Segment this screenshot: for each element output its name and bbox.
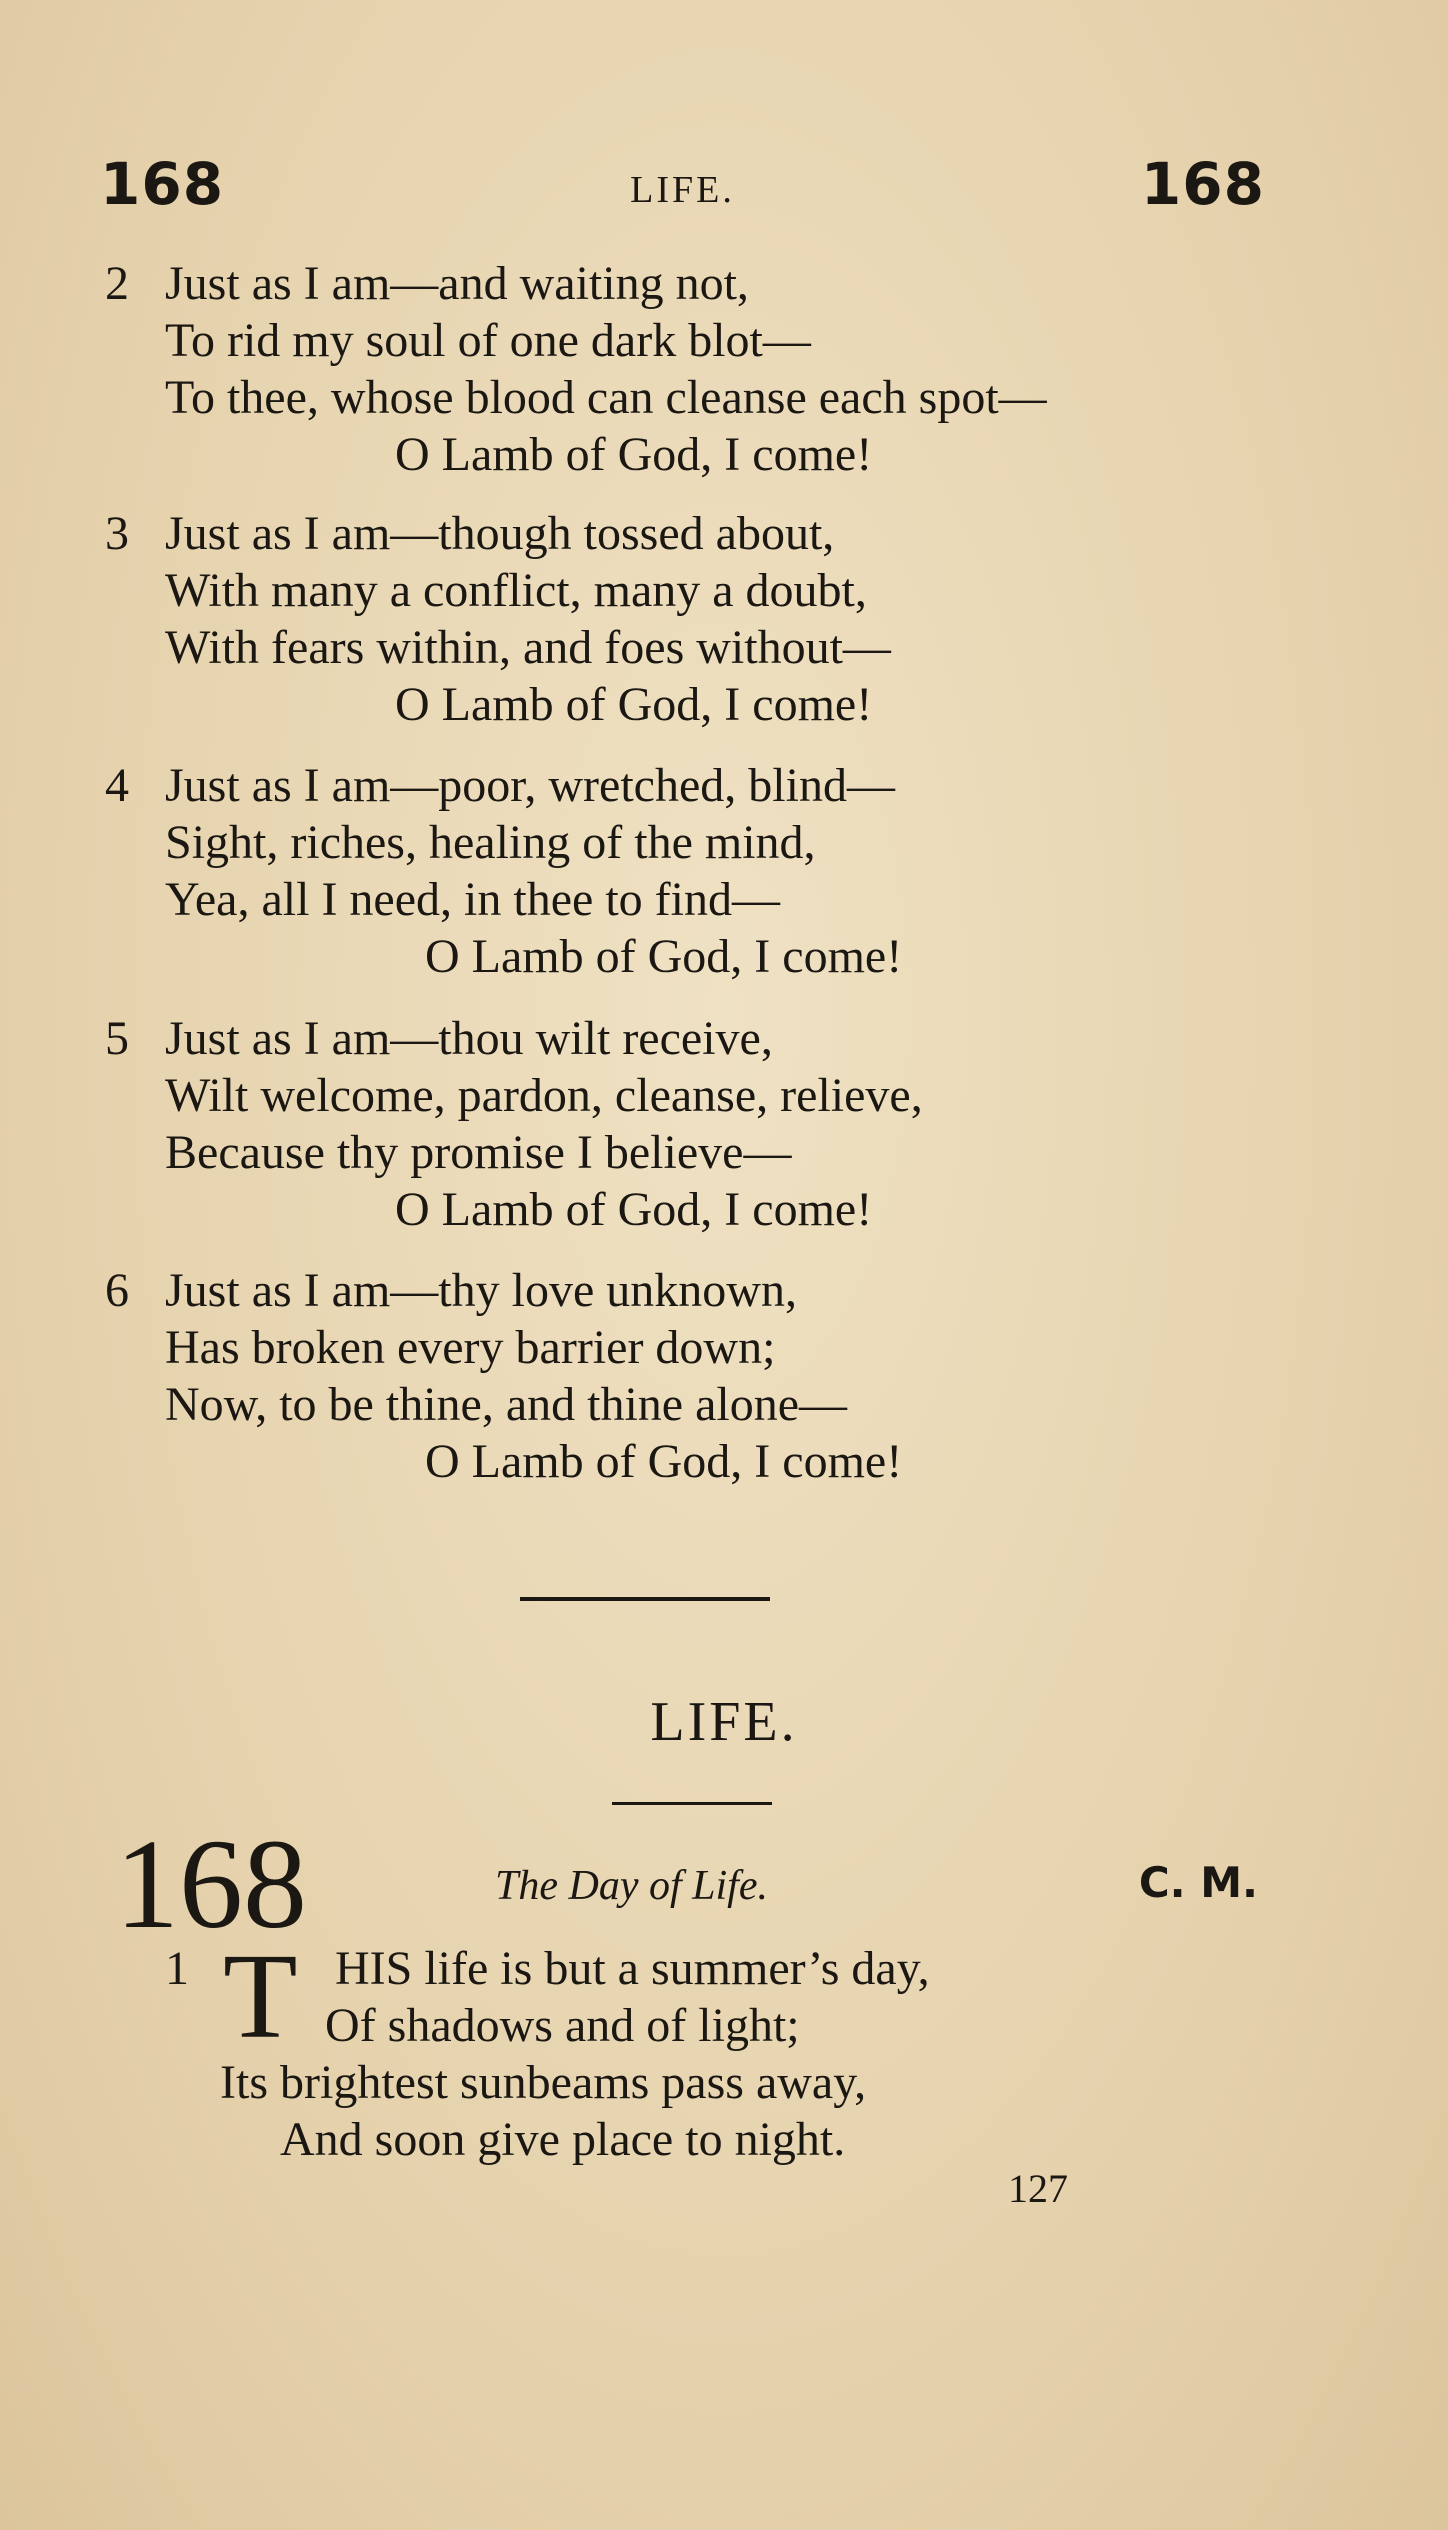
verse-line: 5 Just as I am—thou wilt receive, — [105, 1012, 773, 1065]
verse-line: Because thy promise I believe— — [165, 1126, 792, 1179]
verse-line: Sight, riches, healing of the mind, — [165, 816, 816, 869]
verse-line: Has broken every barrier down; — [165, 1321, 776, 1374]
running-title: LIFE. — [630, 169, 735, 211]
verse-line: To thee, whose blood can cleanse each spot— — [165, 371, 1047, 424]
verse-line: 2 Just as I am—and waiting not, — [105, 257, 749, 310]
verse-line: To rid my soul of one dark blot— — [165, 314, 811, 367]
verse-2 — [105, 255, 1305, 483]
verse-line: 4 Just as I am—poor, wretched, blind— — [105, 759, 895, 812]
page-number-right: 168 — [1140, 150, 1265, 218]
title-underline — [612, 1802, 772, 1805]
page-number-left: 168 — [100, 150, 225, 218]
verse-number: 3 — [105, 507, 129, 560]
hymn-number: 168 — [115, 1813, 307, 1955]
verse-number: 4 — [105, 759, 129, 812]
verse-number: 6 — [105, 1264, 129, 1317]
verse-line: Wilt welcome, pardon, cleanse, relieve, — [165, 1069, 923, 1122]
verse-number: 1 — [165, 1942, 189, 1995]
drop-cap: T — [223, 1929, 298, 2064]
verse-refrain: O Lamb of God, I come! — [425, 930, 903, 983]
verse-refrain: O Lamb of God, I come! — [395, 1183, 873, 1236]
verse-refrain: O Lamb of God, I come! — [395, 678, 873, 731]
hymn-verse-1 — [165, 1929, 1265, 2168]
section-divider — [520, 1597, 770, 1601]
hymn-title: The Day of Life. — [495, 1863, 768, 1909]
verse-refrain: O Lamb of God, I come! — [395, 428, 873, 481]
verse-line: Yea, all I need, in thee to find— — [165, 873, 780, 926]
verse-number: 5 — [105, 1012, 129, 1065]
verse-number: 2 — [105, 257, 129, 310]
verse-line: 1 T HIS life is but a summer’s day, — [165, 1929, 930, 2064]
verse-refrain: O Lamb of God, I come! — [425, 1435, 903, 1488]
verse-line: With many a conflict, many a doubt, — [165, 564, 867, 617]
running-head — [100, 150, 1265, 230]
verse-3 — [105, 505, 1305, 733]
verse-line: Its brightest sunbeams pass away, — [220, 2056, 867, 2109]
verse-line: With fears within, and foes without— — [165, 621, 891, 674]
verse-line: And soon give place to night. — [280, 2113, 846, 2166]
verse-5 — [105, 1010, 1305, 1238]
verse-6 — [105, 1262, 1305, 1490]
verse-line: Now, to be thine, and thine alone— — [165, 1378, 848, 1431]
folio-number: 127 — [1008, 2166, 1068, 2211]
verse-line: 6 Just as I am—thy love unknown, — [105, 1264, 797, 1317]
verse-4 — [105, 757, 1305, 985]
verse-line: 3 Just as I am—though tossed about, — [105, 507, 835, 560]
hymn-meter: C. M. — [1138, 1858, 1258, 1907]
section-title: LIFE. — [650, 1691, 798, 1753]
verse-line: Of shadows and of light; — [325, 1999, 800, 2052]
